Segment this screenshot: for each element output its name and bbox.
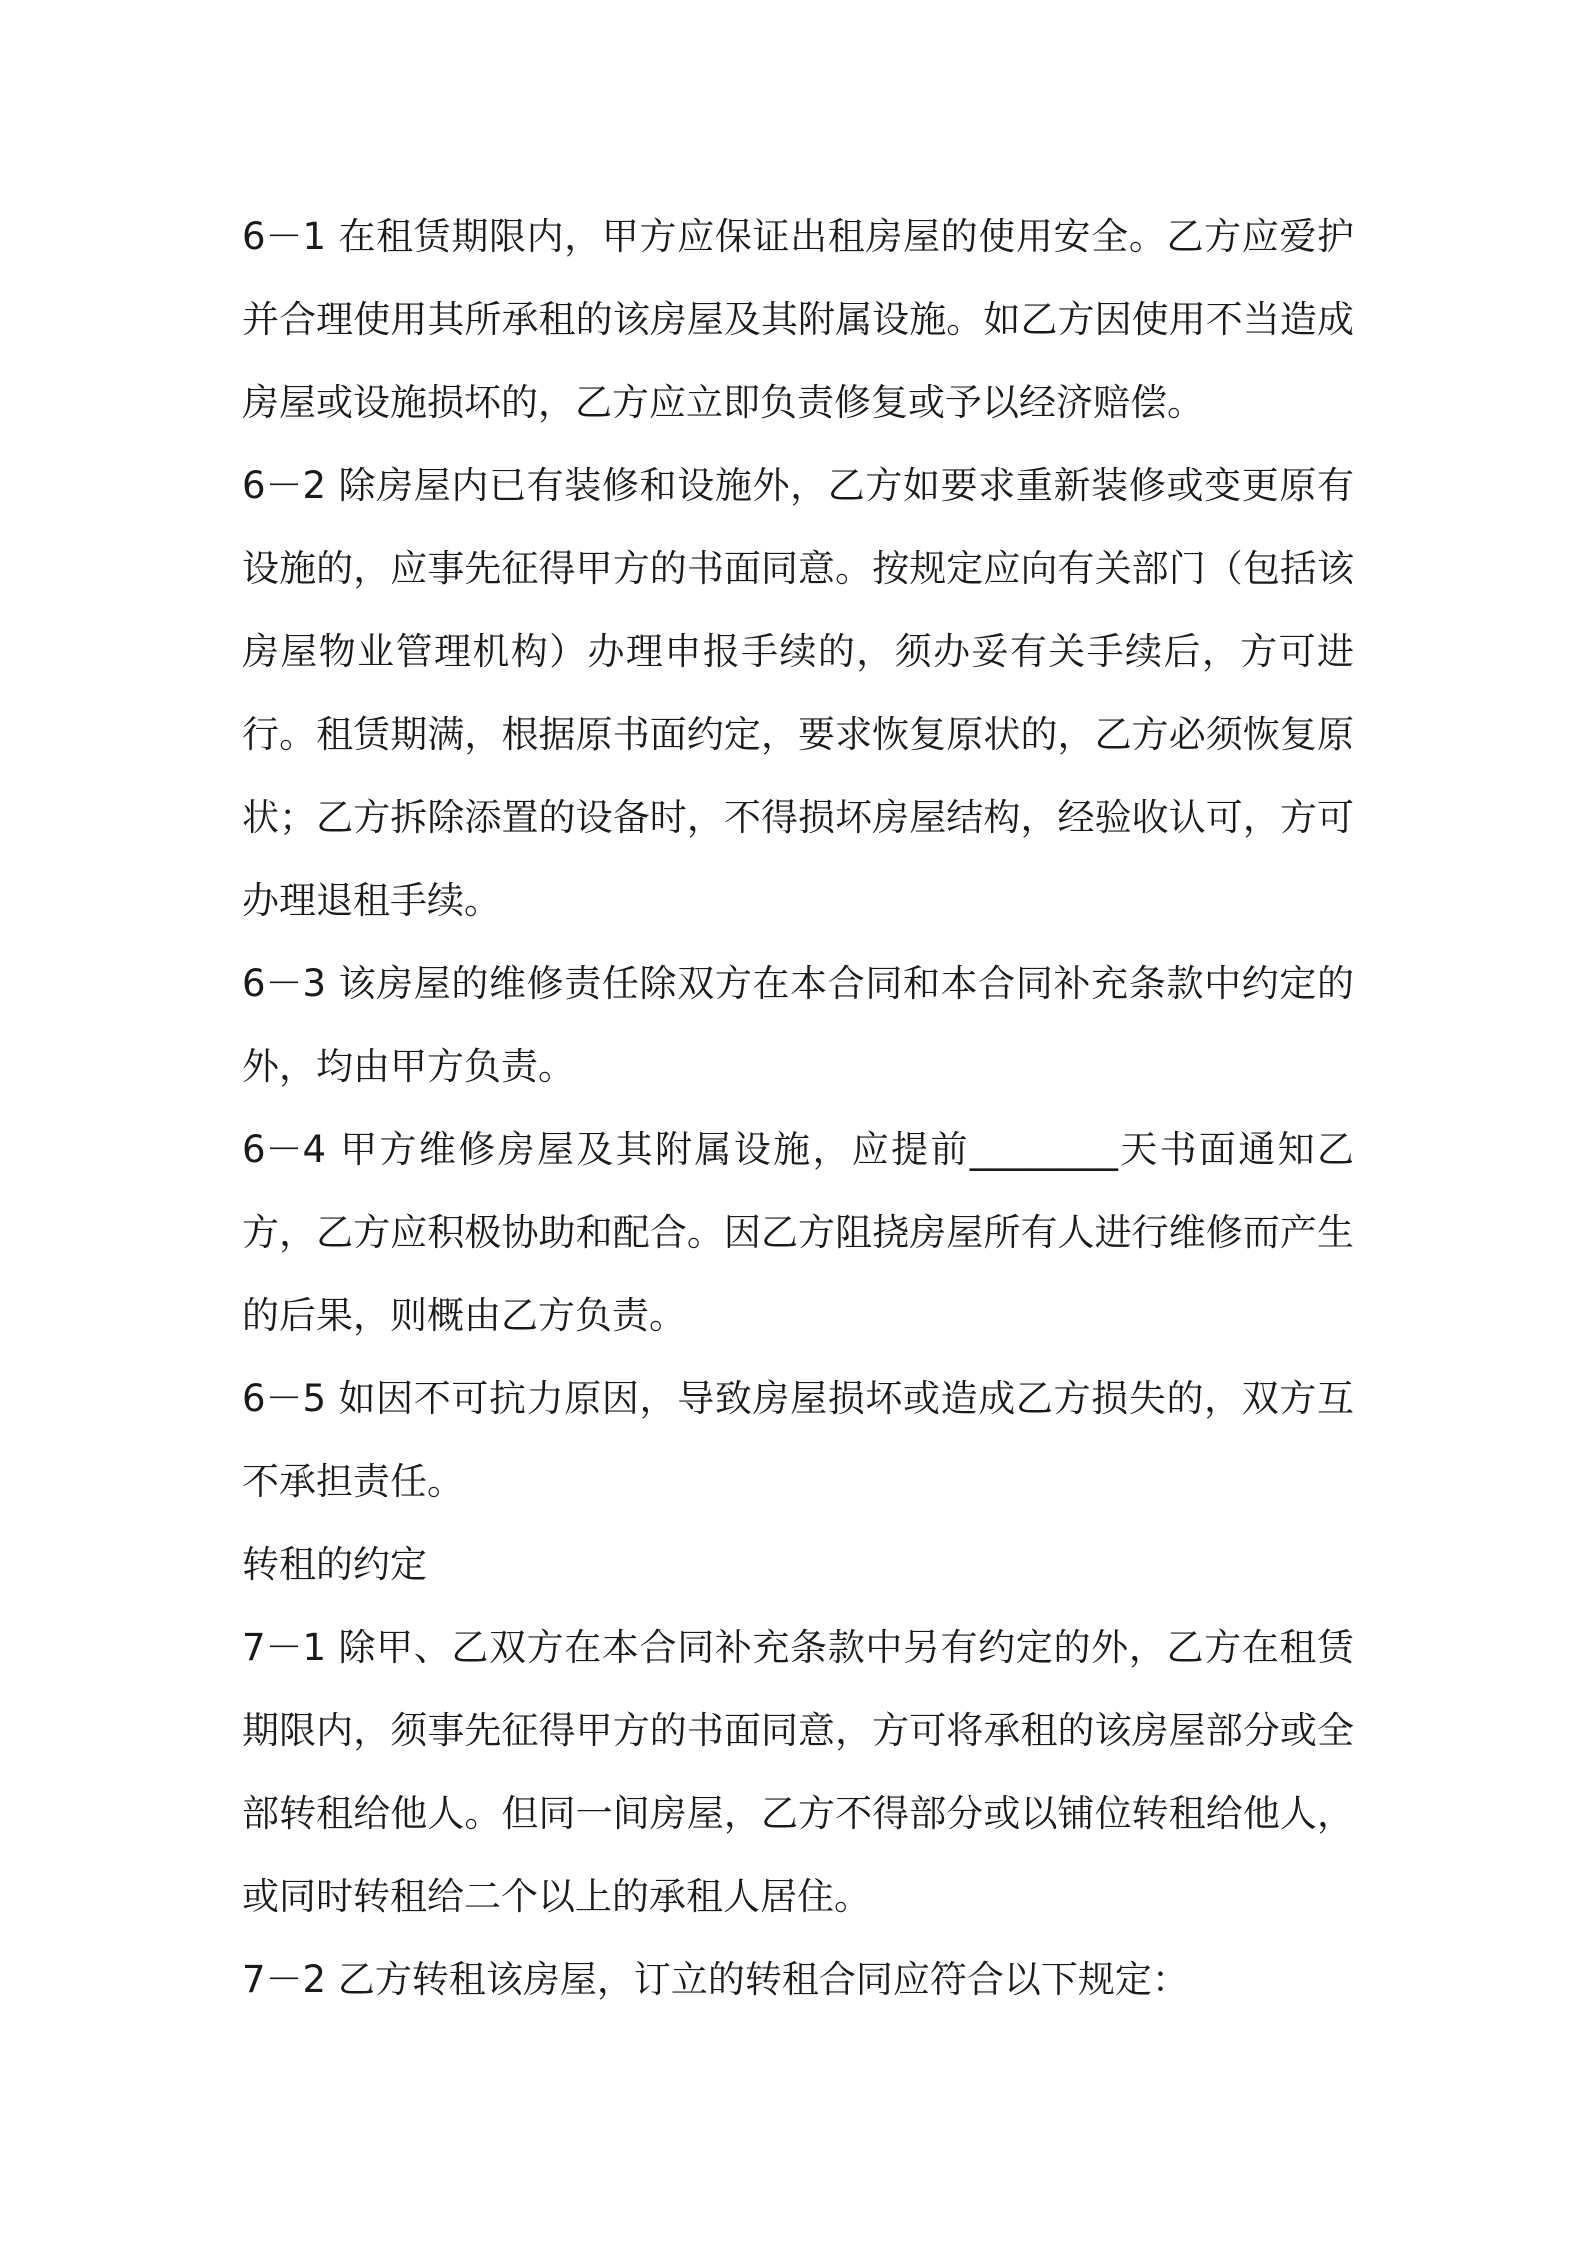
clause-7-1: 7－1 除甲、乙双方在本合同补充条款中另有约定的外，乙方在租赁期限内，须事先征得甲方的书面同意，方可将承租的该房屋部分或全部转租给他人。但同一间房屋，乙方不得部分或以铺位转租给他人，或同时转租给二个以上的承租人居住。	[242, 1626, 1354, 1918]
clause-6-4: 6－4 甲方维修房屋及其附属设施，应提前________天书面通知乙方，乙方应积极协助和配合。因乙方阻挠房屋所有人进行维修而产生的后果，则概由乙方负责。	[242, 1128, 1354, 1337]
clause-6-3: 6－3 该房屋的维修责任除双方在本合同和本合同补充条款中约定的外，均由甲方负责。	[242, 962, 1354, 1088]
clause-6-5: 6－5 如因不可抗力原因，导致房屋损坏或造成乙方损失的，双方互不承担责任。	[242, 1377, 1354, 1503]
section-heading-sublease: 转租的约定	[242, 1543, 427, 1586]
clause-6-2: 6－2 除房屋内已有装修和设施外，乙方如要求重新装修或变更原有设施的，应事先征得甲方的书面同意。按规定应向有关部门（包括该房屋物业管理机构）办理申报手续的，须办妥有关手续后，方可进行。租赁期满，根据原书面约定，要求恢复原状的，乙方必须恢复原状；乙方拆除添置的设备时，不得损坏房屋结构，经验收认可，方可办理退租手续。	[242, 464, 1354, 922]
clause-6-1: 6－1 在租赁期限内，甲方应保证出租房屋的使用安全。乙方应爱护并合理使用其所承租的该房屋及其附属设施。如乙方因使用不当造成房屋或设施损坏的，乙方应立即负责修复或予以经济赔偿。	[242, 215, 1354, 424]
document-body	[242, 195, 1354, 2021]
clause-7-2: 7－2 乙方转租该房屋，订立的转租合同应符合以下规定：	[242, 1958, 1189, 2001]
